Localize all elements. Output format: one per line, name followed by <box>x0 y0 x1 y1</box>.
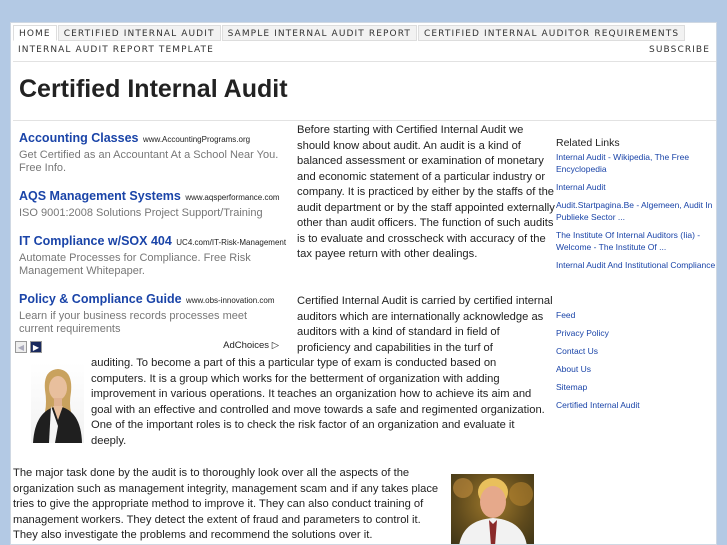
nav-home[interactable]: HOME <box>13 25 57 41</box>
sidebar-site-links <box>556 309 716 417</box>
related-link[interactable]: Internal Audit And Institutional Compliance <box>556 260 716 270</box>
ad-description: ISO 9001:2008 Solutions Project Support/Training <box>19 207 263 219</box>
ad-item[interactable] <box>19 188 283 220</box>
related-link[interactable]: Audit.Startpagina.Be - Algemeen, Audit In Publieke Sector ... <box>556 200 713 222</box>
content-paragraph-2-continued: auditing. To become a part of this a particular type of exam is conducted based on computers. It is a group which works for the betterment of organization with adding improvement in various operations. It teaches an organization how to achieve its aim and goal with an effective and controlled and move towards a safe and regimented organization. One of the important roles is to check the risk factor of an organization and evaluate it deeply. <box>91 357 545 447</box>
nav-internal-audit-report-template[interactable]: INTERNAL AUDIT REPORT TEMPLATE <box>18 45 214 55</box>
adchoices-link[interactable]: AdChoices ▷ <box>223 340 279 351</box>
page-title: Certified Internal Audit <box>19 75 288 103</box>
content-paragraph-2: Certified Internal Audit is carried by certified internal auditors which are internationally acknowledge as auditors with a kind of standard in field of proficiency and capabilities in the turf of <box>297 295 553 354</box>
nav-subscribe[interactable]: SUBSCRIBE <box>649 45 710 55</box>
nav-row-2 <box>13 42 716 58</box>
ad-footer <box>15 340 279 354</box>
feed-link[interactable]: Feed <box>556 310 576 320</box>
ad-title[interactable]: IT Compliance w/SOX 404 <box>19 234 172 248</box>
ad-prev-arrow-icon[interactable]: ◀ <box>15 341 27 353</box>
ad-title[interactable]: Accounting Classes <box>19 131 139 145</box>
ad-description: Get Certified as an Accountant At a School Near You. Free Info. <box>19 149 279 174</box>
nav-sample-internal-audit-report[interactable]: SAMPLE INTERNAL AUDIT REPORT <box>222 25 417 41</box>
about-us-link[interactable]: About Us <box>556 364 591 374</box>
ad-block <box>19 130 287 349</box>
related-link[interactable]: Internal Audit - Wikipedia, The Free Encyclopedia <box>556 152 690 174</box>
ad-description: Learn if your business records processes meet current requirements <box>19 310 248 335</box>
ad-item[interactable] <box>19 233 287 278</box>
privacy-policy-link[interactable]: Privacy Policy <box>556 328 609 338</box>
ad-url[interactable]: www.aqsperformance.com <box>185 193 280 202</box>
top-navigation <box>13 25 716 58</box>
ad-title[interactable]: AQS Management Systems <box>19 189 181 203</box>
related-link[interactable]: The Institute Of Internal Auditors (Iia) - Welcome - The Institute Of ... <box>556 230 701 252</box>
ad-url[interactable]: www.obs-innovation.com <box>186 296 275 305</box>
page-container <box>10 22 717 545</box>
ad-url[interactable]: www.AccountingPrograms.org <box>142 135 251 144</box>
woman-portrait-photo <box>31 362 84 443</box>
sitemap-link[interactable]: Sitemap <box>556 382 588 392</box>
ad-item[interactable] <box>19 291 283 336</box>
nav-certified-internal-auditor-requirements[interactable]: CERTIFIED INTERNAL AUDITOR REQUIREMENTS <box>418 25 685 41</box>
page-header <box>13 61 716 121</box>
related-links-heading: Related Links <box>556 137 620 149</box>
related-link[interactable]: Internal Audit <box>556 182 606 192</box>
ad-item[interactable] <box>19 130 283 175</box>
ad-url[interactable]: UC4.com/IT-Risk-Management <box>176 238 287 247</box>
ad-title[interactable]: Policy & Compliance Guide <box>19 292 182 306</box>
sidebar-related-links <box>556 137 716 277</box>
nav-row-1 <box>13 25 716 41</box>
nav-certified-internal-audit[interactable]: CERTIFIED INTERNAL AUDIT <box>58 25 221 41</box>
man-portrait-photo <box>451 474 534 545</box>
ad-description: Automate Processes for Compliance. Free Risk Management Whitepaper. <box>19 252 251 277</box>
content-paragraph-1: Before starting with Certified Internal Audit we should know about audit. An audit is a kind of balanced assessment or examination of monetary and economic statement of a particular industry or company. It is practiced by either by the staffs of the audit department or by the staff appointed externally other than audit officers. The function of such audits is to evaluate and crosscheck with accuracy of the tax payee return with other dealings. <box>297 124 555 260</box>
ad-next-arrow-icon[interactable]: ▶ <box>30 341 42 353</box>
content-paragraph-3: The major task done by the audit is to thoroughly look over all the aspects of the organization such as management integrity, management scam and if any takes place tries to give the appropriate method to improve it. They can also conduct training of management workers. They detect the extent of fraud and parameters to control it. They also investigate the problems and recommend the solutions over it. <box>13 467 439 541</box>
woman-portrait-icon <box>31 362 84 443</box>
contact-us-link[interactable]: Contact Us <box>556 346 599 356</box>
certified-internal-audit-link[interactable]: Certified Internal Audit <box>556 400 640 410</box>
man-portrait-icon <box>451 474 534 545</box>
